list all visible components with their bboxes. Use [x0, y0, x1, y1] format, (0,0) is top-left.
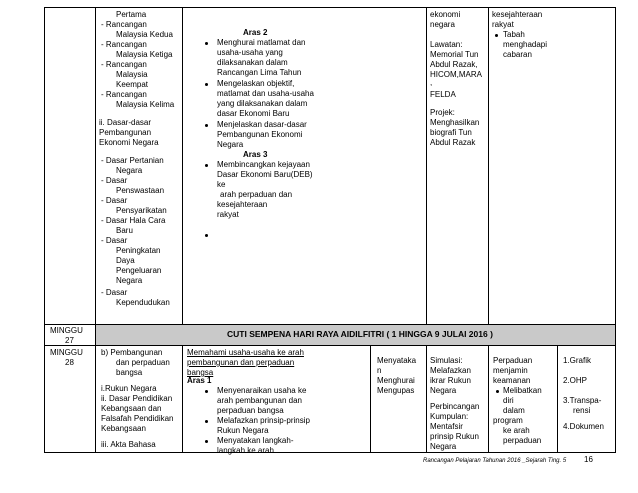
col-border — [182, 7, 183, 325]
content-line: Malaysia — [116, 70, 148, 79]
content-line: Menyataka — [377, 356, 417, 365]
content-line: kesejahteraan — [492, 10, 543, 19]
bullet-icon — [205, 42, 208, 45]
content-line: bangsa — [116, 368, 143, 377]
content-line: Menghurai matlamat dan — [217, 38, 306, 47]
col-border — [426, 7, 427, 325]
content-line: ikrar Rukun — [430, 376, 471, 385]
content-line: Melibatkan — [503, 386, 542, 395]
content-line: bangsa — [187, 368, 214, 377]
bullet-icon — [205, 234, 208, 237]
content-line: - Dasar — [101, 176, 128, 185]
content-line: arah perpaduan dan — [220, 190, 293, 199]
content-line: program — [493, 416, 523, 425]
content-line: Rukun Negara — [217, 426, 269, 435]
content-line: Pembangunan Ekonomi — [217, 130, 303, 139]
week-number: 27 — [65, 336, 74, 345]
content-line: Tabah — [503, 30, 525, 39]
content-line: - Dasar Hala Cara — [101, 216, 166, 225]
content-line: kesejahteraan — [217, 200, 268, 209]
content-line: 1.Grafik — [563, 356, 592, 365]
col-border — [370, 345, 371, 453]
col-border — [615, 7, 616, 453]
content-line: FELDA — [430, 90, 456, 99]
content-line: Simulasi: — [430, 356, 463, 365]
content-line: Abdul Razak, — [430, 60, 478, 69]
content-line: rakyat — [217, 210, 239, 219]
content-line: ii. Dasar-dasar — [99, 118, 152, 127]
bullet-icon — [205, 83, 208, 86]
content-line: diri — [503, 396, 514, 405]
level-heading: Aras 2 — [243, 28, 268, 37]
bullet-icon — [205, 440, 208, 443]
content-line: arah pembangunan dan — [217, 396, 302, 405]
content-line: - Dasar — [101, 288, 128, 297]
content-line: - Dasar Pertanian — [101, 156, 164, 165]
content-line: 3.Transpa- — [563, 396, 602, 405]
content-line: Menghurai — [377, 376, 415, 385]
content-line: dalam — [503, 406, 525, 415]
content-line: i.Rukun Negara — [101, 384, 157, 393]
content-line: Perpaduan — [493, 356, 533, 365]
content-line: langkah ke arah — [217, 446, 274, 455]
content-line: cabaran — [503, 50, 532, 59]
content-line: Negara — [430, 442, 457, 451]
content-line: keamanan — [493, 376, 531, 385]
content-line: dan perpaduan — [116, 358, 170, 367]
content-line: Kumpulan: — [430, 412, 469, 421]
content-line: dilaksanakan dalam — [217, 58, 288, 67]
week-number: 28 — [65, 358, 74, 367]
bullet-icon — [205, 164, 208, 167]
content-line: Pertama — [116, 10, 147, 19]
content-line: Pengeluaran — [116, 266, 162, 275]
content-line: ekonomi — [430, 10, 461, 19]
content-line: 2.OHP — [563, 376, 588, 385]
content-line: matlamat dan usaha-usaha — [217, 89, 314, 98]
content-line: Penswastaan — [116, 186, 165, 195]
bullet-icon — [205, 124, 208, 127]
content-line: ke — [217, 180, 226, 189]
content-line: Lawatan: — [430, 40, 463, 49]
content-line: Pensyarikatan — [116, 206, 167, 215]
week-label: MINGGU — [50, 348, 83, 357]
content-line: - Dasar — [101, 196, 128, 205]
content-line: - Rancangan — [101, 20, 147, 29]
content-line: Pembangunan — [99, 128, 152, 137]
content-line: iii. Akta Bahasa — [101, 440, 156, 449]
level-heading: Aras 3 — [243, 150, 268, 159]
content-line: menghadapi — [503, 40, 548, 49]
content-line: Mentafsir — [430, 422, 463, 431]
content-line: rakyat — [492, 20, 514, 29]
col-border — [488, 7, 489, 325]
content-line: Keempat — [116, 80, 149, 89]
content-line: ke arah — [503, 426, 530, 435]
content-line: Ekonomi Negara — [99, 138, 159, 147]
content-line: b) Pembangunan — [101, 348, 163, 357]
content-line: Melafazkan — [430, 366, 471, 375]
content-line: Membincangkan kejayaan — [217, 160, 310, 169]
row-border-bottom — [44, 452, 616, 453]
week-label: MINGGU — [50, 326, 83, 335]
content-line: Negara — [430, 386, 457, 395]
content-line: dasar Ekonomi Baru — [217, 109, 290, 118]
bullet-icon — [495, 34, 498, 37]
content-line: Baru — [116, 226, 133, 235]
col-border — [44, 7, 45, 453]
col-border — [182, 345, 183, 453]
content-line: Mengelaskan objektif, — [217, 79, 295, 88]
content-line: , — [430, 78, 433, 87]
content-line: pembangunan dan perpaduan — [187, 358, 295, 367]
footer-text: Rancangan Pelajaran Tahunan 2016 _Sejarah Ting. 5 — [423, 458, 567, 464]
bullet-icon — [205, 420, 208, 423]
bullet-icon — [496, 390, 499, 393]
row-border-top — [44, 7, 616, 8]
content-line: HICOM,MARA — [430, 70, 482, 79]
content-line: Kependudukan — [116, 298, 170, 307]
content-line: Mengupas — [377, 386, 415, 395]
bullet-icon — [205, 390, 208, 393]
content-line: Dasar Ekonomi Baru(DEB) — [217, 170, 313, 179]
content-line: - Rancangan — [101, 40, 147, 49]
content-line: biografi Tun — [430, 128, 472, 137]
content-line: Perbincangan — [430, 402, 480, 411]
content-line: Menyatakan langkah- — [217, 436, 294, 445]
content-line: rensi — [573, 406, 591, 415]
content-line: Menjelaskan dasar-dasar — [217, 120, 307, 129]
content-line: Menyenaraikan usaha ke — [217, 386, 307, 395]
content-line: menjamin — [493, 366, 528, 375]
row-border-week27-bottom — [44, 345, 616, 346]
col-border — [426, 345, 427, 453]
content-line: - Rancangan — [101, 90, 147, 99]
content-line: Rancangan Lima Tahun — [217, 68, 302, 77]
content-line: Malaysia Kedua — [116, 30, 173, 39]
content-line: ii. Dasar Pendidikan — [101, 394, 173, 403]
content-line: usaha-usaha yang — [217, 48, 283, 57]
content-line: Peningkatan — [116, 246, 161, 255]
col-border — [95, 7, 96, 453]
content-line: Kebangsaan — [101, 424, 146, 433]
content-line: Melafazkan prinsip-prinsip — [217, 416, 310, 425]
content-line: Malaysia Kelima — [116, 100, 175, 109]
content-line: 4.Dokumen — [563, 422, 604, 431]
content-line: negara — [430, 20, 455, 29]
holiday-banner: CUTI SEMPENA HARI RAYA AIDILFITRI ( 1 HINGGA 9 JULAI 2016 ) — [227, 329, 493, 339]
content-line: perpaduan bangsa — [217, 406, 284, 415]
content-line: Projek: — [430, 108, 455, 117]
content-line: n — [377, 366, 382, 375]
content-line: Abdul Razak — [430, 138, 476, 147]
content-line: Kebangsaan dan — [101, 404, 162, 413]
content-line: Malaysia Ketiga — [116, 50, 173, 59]
content-line: perpaduan — [503, 436, 542, 445]
content-line: Negara — [116, 166, 143, 175]
content-line: Negara — [217, 140, 244, 149]
page-number: 16 — [584, 455, 593, 464]
content-line: prinsip Rukun — [430, 432, 479, 441]
content-line: Falsafah Pendidikan — [101, 414, 174, 423]
col-border — [557, 345, 558, 453]
level-heading: Aras 1 — [187, 376, 212, 385]
content-line: - Dasar — [101, 236, 128, 245]
content-line: Daya — [116, 256, 135, 265]
content-line: Memorial Tun — [430, 50, 479, 59]
content-line: Memahami usaha-usaha ke arah — [187, 348, 304, 357]
content-line: - Rancangan — [101, 60, 147, 69]
col-border — [488, 345, 489, 453]
content-line: Negara — [116, 276, 143, 285]
content-line: yang dilaksanakan dalam — [217, 99, 308, 108]
content-line: Menghasilkan — [430, 118, 480, 127]
